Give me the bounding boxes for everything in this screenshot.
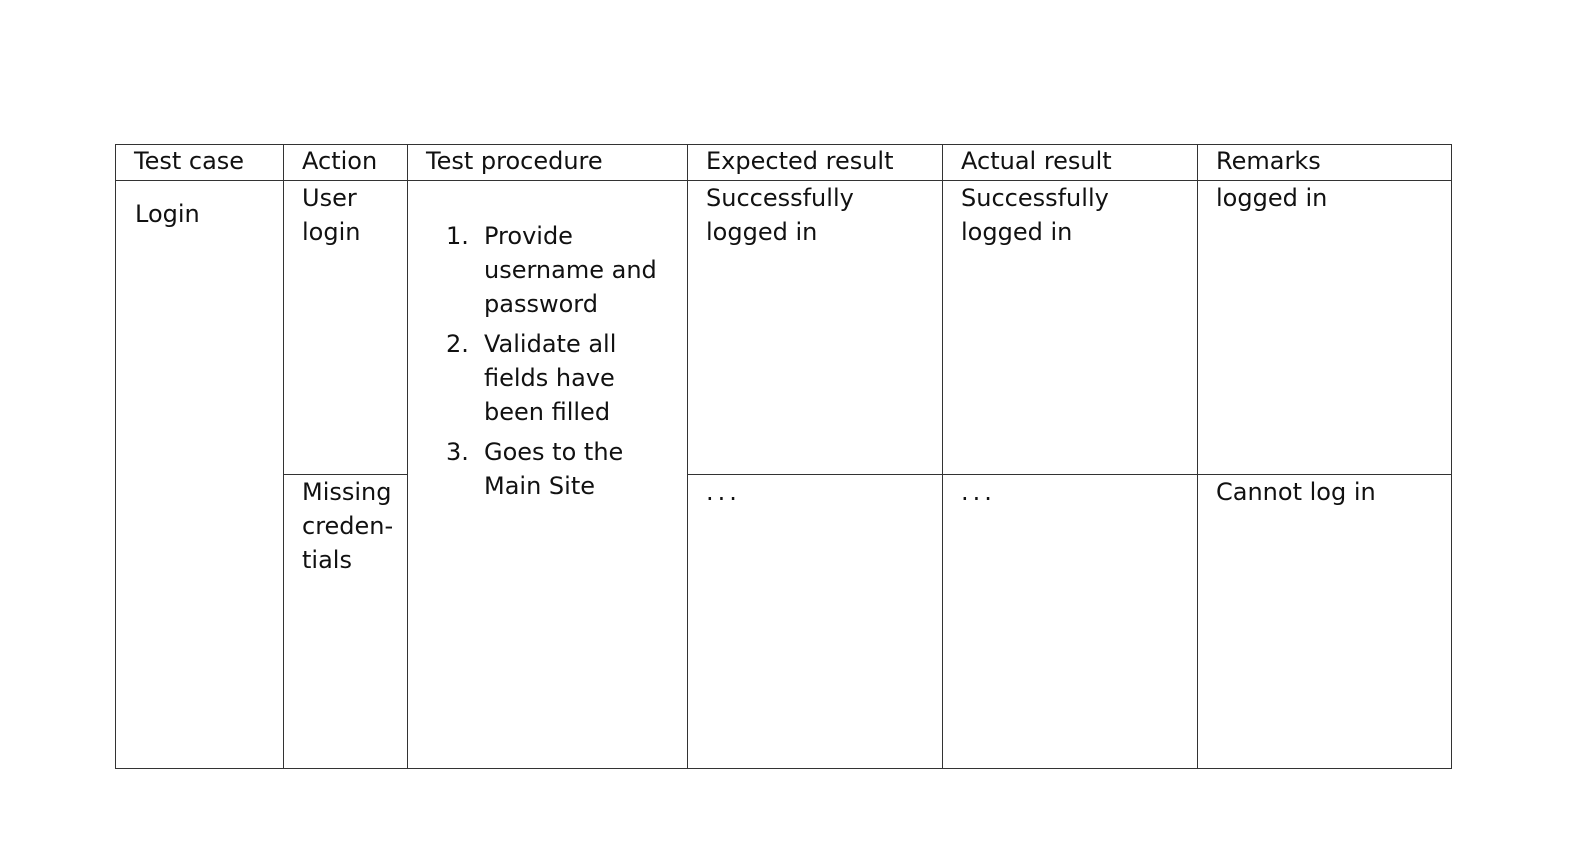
step-number: 3. [446,438,469,466]
procedure-step [418,327,677,429]
step-line: Validate all [484,330,617,358]
header-actual-result: Actual result [943,145,1198,181]
action-cell-user-login [284,181,408,475]
expected-result-cell [688,181,943,475]
header-test-procedure: Test procedure [408,145,688,181]
step-number: 2. [446,330,469,358]
step-line: username and [484,256,657,284]
header-test-case: Test case [116,145,284,181]
test-procedure-cell [408,181,688,769]
step-line: Main Site [484,472,595,500]
expected-result-cell [688,475,943,769]
actual-line: logged in [961,218,1073,246]
test-case-label: Login [135,200,200,228]
actual-ellipsis: ... [961,478,996,506]
step-number: 1. [446,222,469,250]
remarks-text: Cannot log in [1216,478,1376,506]
header-expected-result: Expected result [688,145,943,181]
table-row [116,475,1452,769]
remarks-text: logged in [1216,184,1328,212]
action-line: Missing [302,478,392,506]
expected-line: logged in [706,218,818,246]
test-case-table [115,144,1452,769]
actual-line: Successfully [961,184,1109,212]
procedure-list [418,219,677,503]
step-line: password [484,290,598,318]
step-line: Goes to the [484,438,624,466]
table-row [116,181,1452,475]
procedure-step [418,219,677,321]
step-line: Provide [484,222,573,250]
table-header-row [116,145,1452,181]
expected-ellipsis: ... [706,478,741,506]
actual-result-cell [943,475,1198,769]
procedure-step [418,435,677,503]
action-line: login [302,218,361,246]
actual-result-cell [943,181,1198,475]
expected-line: Successfully [706,184,854,212]
action-cell-missing-credentials [284,475,408,769]
header-action: Action [284,145,408,181]
header-remarks: Remarks [1198,145,1452,181]
action-line: User [302,184,357,212]
action-line: creden- [302,512,394,540]
step-line: been filled [484,398,611,426]
step-line: fields have [484,364,615,392]
remarks-cell [1198,475,1452,769]
remarks-cell [1198,181,1452,475]
action-line: tials [302,546,352,574]
test-case-cell [116,181,284,769]
